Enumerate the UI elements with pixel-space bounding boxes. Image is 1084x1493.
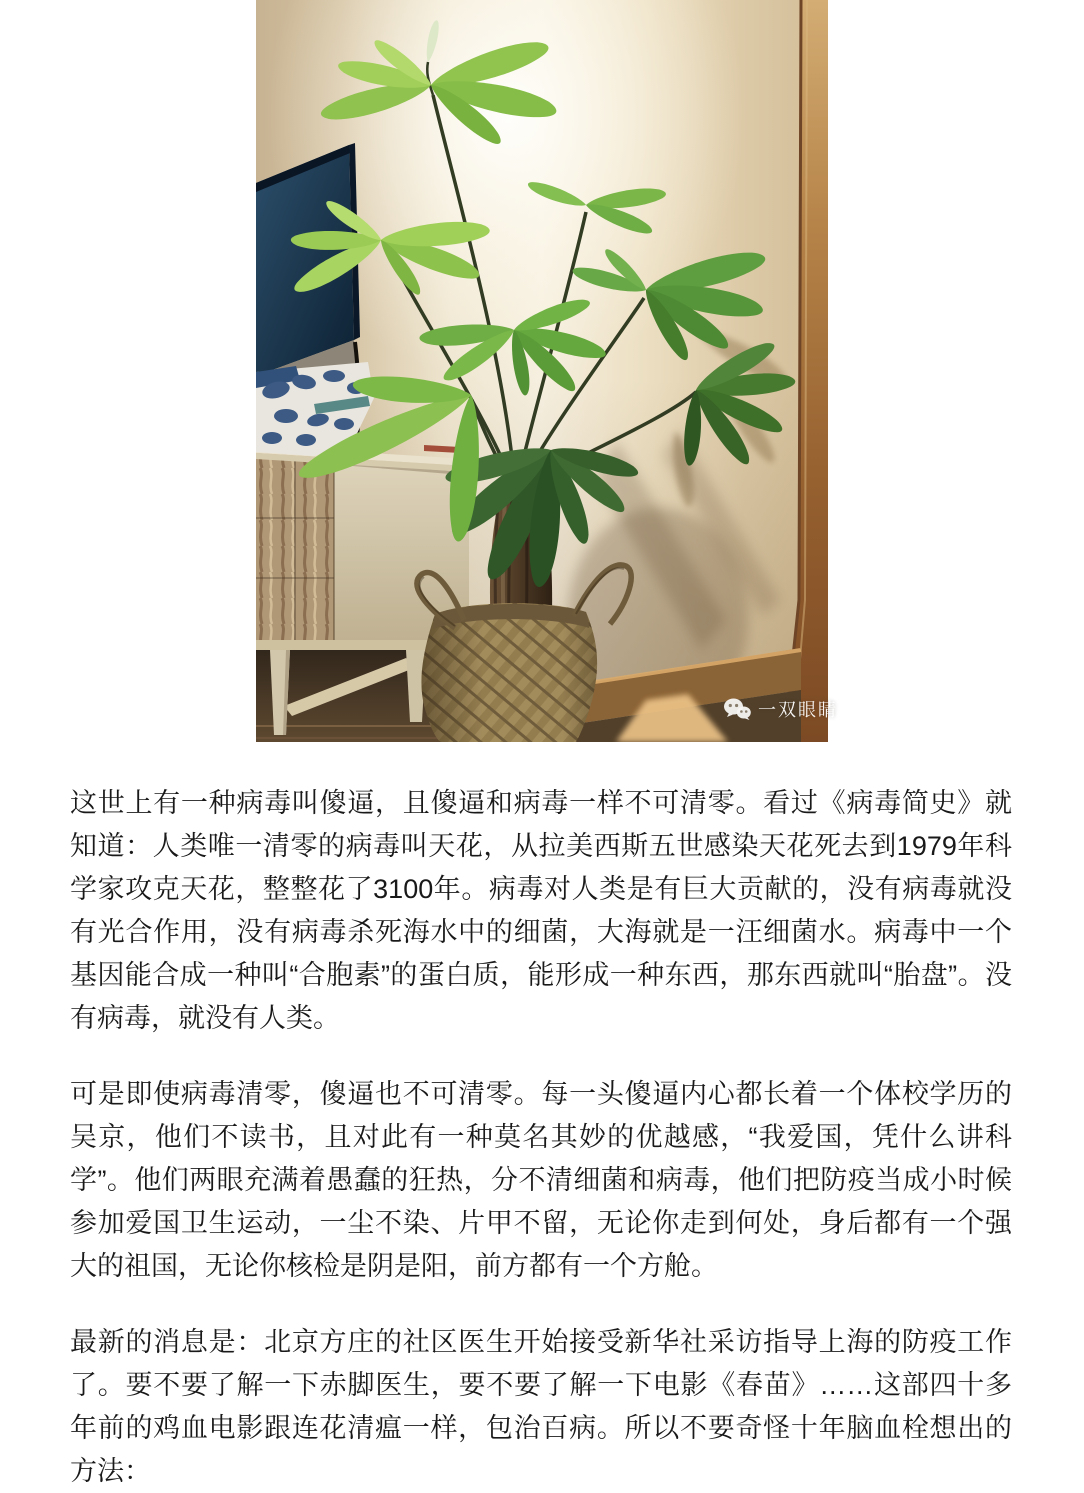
- paragraph-1: 这世上有一种病毒叫傻逼，且傻逼和病毒一样不可清零。看过《病毒简史》就知道：人类唯一清零的病毒叫天花，从拉美西斯五世感染天花死去到1979年科学家攻克天花，整整花了3100年。病毒对人类是有巨大贡献的，没有病毒就没有光合作用，没有病毒杀死海水中的细菌，大海就是一汪细菌水。病毒中一个基因能合成一种叫“合胞素”的蛋白质，能形成一种东西，那东西就叫“胎盘”。没有病毒，就没有人类。: [70, 788, 1012, 1033]
- paragraph-2: 可是即使病毒清零，傻逼也不可清零。每一头傻逼内心都长着一个体校学历的吴京，他们不读书，且对此有一种莫名其妙的优越感，“我爱国，凭什么讲科学”。他们两眼充满着愚蠢的狂热，分不清细菌和病毒，他们把防疫当成小时候参加爱国卫生运动，一尘不染、片甲不留，无论你走到何处，身后都有一个强大的祖国，无论你核检是阴是阳，前方都有一个方舱。: [70, 1079, 1012, 1281]
- article-body: [70, 782, 1012, 1493]
- watermark: [724, 696, 838, 722]
- watermark-text: 一双眼睛: [758, 700, 838, 720]
- article-image: [256, 0, 838, 742]
- photo-scene: [256, 0, 828, 742]
- wechat-icon: [724, 698, 751, 720]
- paragraph-3: 最新的消息是：北京方庄的社区医生开始接受新华社采访指导上海的防疫工作了。要不要了解一下赤脚医生，要不要了解一下电影《春苗》……这部四十多年前的鸡血电影跟连花清瘟一样，包治百病。所以不要奇怪十年脑血栓想出的方法：: [70, 1327, 1012, 1486]
